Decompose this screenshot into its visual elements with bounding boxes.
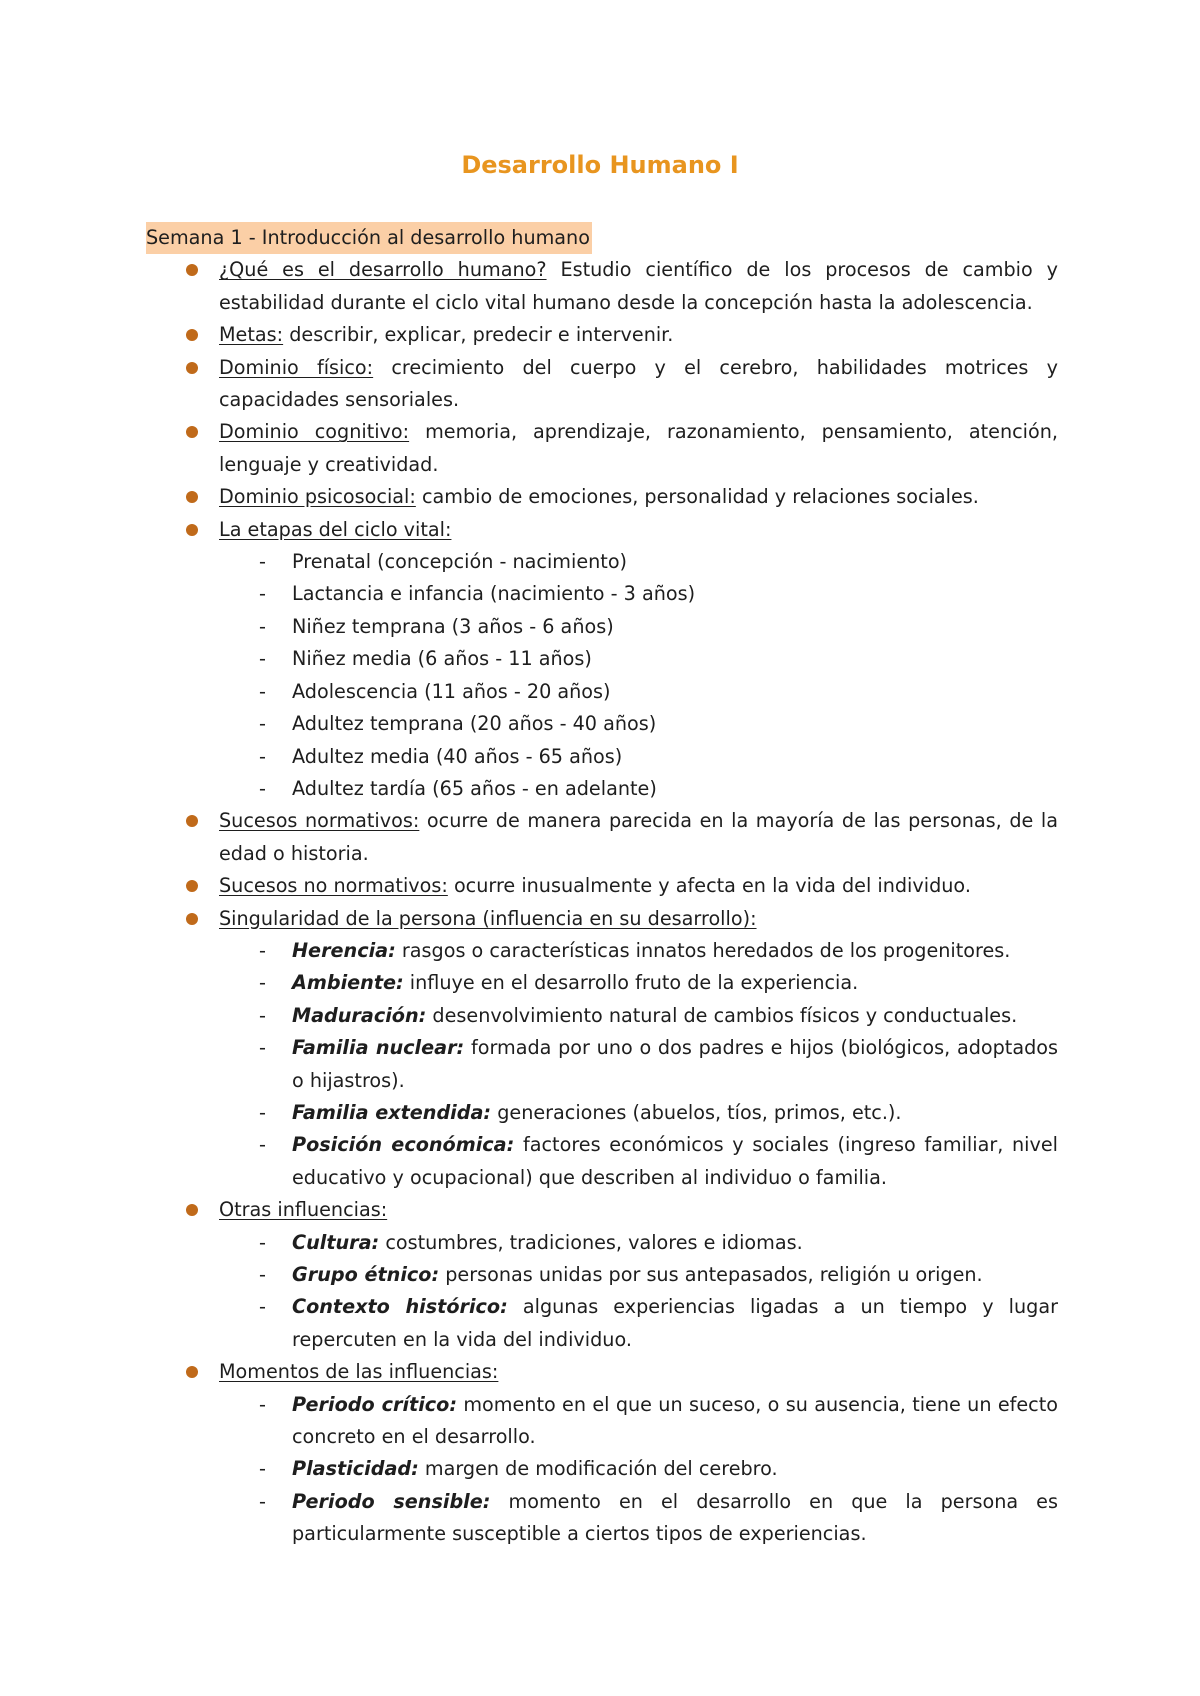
- sub-item-text: momento en el desarrollo en que la persona es particularmente susceptible a ciertos tipos de experiencias.: [292, 1489, 1058, 1546]
- dash-icon: -: [259, 647, 266, 671]
- sub-item-term: Posición económica:: [292, 1133, 515, 1157]
- sub-list-item: [219, 1227, 1058, 1259]
- sub-list-item: [219, 1291, 1058, 1356]
- dash-icon: -: [259, 1100, 266, 1124]
- sub-list-item: [219, 1486, 1058, 1551]
- dash-icon: -: [259, 1457, 266, 1481]
- sub-item-text: generaciones (abuelos, tíos, primos, etc.).: [491, 1100, 902, 1124]
- item-term: La etapas del ciclo vital:: [219, 517, 452, 541]
- sub-item-term: Cultura:: [292, 1230, 380, 1254]
- item-term: Singularidad de la persona (influencia en su desarrollo):: [219, 906, 757, 930]
- sub-list-item: [219, 611, 1058, 643]
- sub-list-item: [219, 935, 1058, 967]
- sub-list-item: [219, 1129, 1058, 1194]
- list-item: [146, 319, 1058, 351]
- sub-item-term: Grupo étnico:: [292, 1263, 440, 1286]
- item-term: ¿Qué es el desarrollo humano?: [219, 258, 547, 282]
- sub-list-item: [219, 546, 1058, 578]
- bullet-dot-icon: [186, 1204, 198, 1216]
- sub-item-text: rasgos o características innatos heredados de los progenitores.: [395, 938, 1011, 962]
- dash-icon: -: [259, 1003, 266, 1027]
- list-item: [146, 416, 1058, 481]
- sub-list: [219, 935, 1058, 1194]
- sub-item-text: Adultez tardía (65 años - en adelante): [292, 776, 657, 800]
- sub-item-text: costumbres, tradiciones, valores e idiomas.: [379, 1230, 803, 1254]
- item-text: describir, explicar, predecir e intervenir.: [283, 323, 674, 347]
- dash-icon: -: [259, 1133, 266, 1157]
- item-term: Dominio cognitivo:: [219, 420, 410, 444]
- dash-icon: -: [259, 776, 266, 800]
- bullet-dot-icon: [186, 491, 198, 503]
- dash-icon: -: [259, 1392, 266, 1416]
- item-term: Sucesos normativos:: [219, 809, 420, 833]
- dash-icon: -: [259, 1230, 266, 1254]
- sub-item-text: formada por uno o dos padres e hijos (biológicos, adoptados o hijastros).: [292, 1036, 1059, 1092]
- sub-list-item: [219, 1453, 1058, 1485]
- sub-list-item: [219, 1032, 1058, 1097]
- dash-icon: -: [259, 1036, 266, 1060]
- sub-list-item: [219, 676, 1058, 708]
- sub-list: [219, 546, 1058, 805]
- sub-item-term: Herencia:: [292, 938, 396, 962]
- sub-list-item: [219, 643, 1058, 675]
- bullet-dot-icon: [186, 524, 198, 536]
- list-item: [146, 481, 1058, 513]
- dash-icon: -: [259, 971, 266, 995]
- item-text: ocurre inusualmente y afecta en la vida del individuo.: [447, 874, 971, 898]
- sub-list-item: [219, 708, 1058, 740]
- item-text: cambio de emociones, personalidad y relaciones sociales.: [415, 485, 979, 509]
- bullet-dot-icon: [186, 362, 198, 374]
- sub-item-text: influye en el desarrollo fruto de la experiencia.: [403, 971, 859, 995]
- item-text: memoria, aprendizaje, razonamiento, pensamiento, atención, lenguaje y creatividad.: [219, 420, 1058, 476]
- item-term: Sucesos no normativos:: [219, 874, 448, 898]
- sub-item-text: Niñez temprana (3 años - 6 años): [292, 614, 614, 638]
- sub-item-text: margen de modificación del cerebro.: [418, 1457, 778, 1481]
- bullet-dot-icon: [186, 1366, 198, 1378]
- sub-list-item: [219, 1389, 1058, 1454]
- dash-icon: -: [259, 614, 266, 638]
- dash-icon: -: [259, 1295, 266, 1319]
- item-term: Momentos de las influencias:: [219, 1360, 499, 1384]
- sub-item-term: Periodo crítico:: [292, 1392, 458, 1416]
- list-item: [146, 903, 1058, 1195]
- item-term: Dominio físico:: [219, 355, 374, 379]
- sub-item-term: Familia nuclear:: [292, 1036, 465, 1060]
- list-item: [146, 870, 1058, 902]
- item-term: Otras influencias:: [219, 1198, 388, 1222]
- sub-item-term: Maduración:: [292, 1003, 427, 1027]
- sub-item-text: momento en el que un suceso, o su ausencia, tiene un efecto concreto en el desarrollo.: [292, 1392, 1058, 1449]
- sub-item-text: factores económicos y sociales (ingreso familiar, nivel educativo y ocupacional) que describen al individuo o familia.: [292, 1133, 1058, 1189]
- dash-icon: -: [259, 1489, 266, 1513]
- item-text: Estudio científico de los procesos de cambio y estabilidad durante el ciclo vital humano desde la concepción hasta la adolescencia.: [219, 258, 1058, 314]
- list-item: [146, 1194, 1058, 1356]
- list-item: [146, 805, 1058, 870]
- item-term: Metas:: [219, 323, 284, 347]
- dash-icon: -: [259, 938, 266, 962]
- sub-item-text: personas unidas por sus antepasados, religión u origen.: [439, 1263, 983, 1286]
- sub-item-term: Plasticidad:: [292, 1457, 419, 1481]
- sub-item-text: Adultez temprana (20 años - 40 años): [292, 712, 657, 736]
- sub-list-item: [219, 1097, 1058, 1129]
- item-text: crecimiento del cuerpo y el cerebro, habilidades motrices y capacidades sensoriales.: [219, 355, 1058, 412]
- sub-list-item: [219, 773, 1058, 805]
- section-heading: Semana 1 - Introducción al desarrollo humano: [146, 222, 592, 254]
- dash-icon: -: [259, 744, 266, 768]
- sub-list-item: [219, 967, 1058, 999]
- sub-item-text: Niñez media (6 años - 11 años): [292, 647, 592, 671]
- item-text: ocurre de manera parecida en la mayoría de las personas, de la edad o historia.: [219, 809, 1058, 865]
- list-item: [146, 254, 1058, 319]
- list-item: [146, 514, 1058, 806]
- sub-list: [219, 1389, 1058, 1551]
- sub-item-text: Lactancia e infancia (nacimiento - 3 años): [292, 582, 696, 606]
- bullet-dot-icon: [186, 880, 198, 892]
- sub-list: [219, 1227, 1058, 1357]
- sub-list-item: [219, 1259, 1058, 1291]
- dash-icon: -: [259, 1263, 266, 1286]
- document-title: Desarrollo Humano I: [461, 151, 739, 179]
- sub-item-text: Adolescencia (11 años - 20 años): [292, 679, 611, 703]
- bullet-list: [146, 254, 1058, 1550]
- sub-item-text: Prenatal (concepción - nacimiento): [292, 550, 628, 574]
- bullet-dot-icon: [186, 264, 198, 276]
- dash-icon: -: [259, 712, 266, 736]
- document-body: [146, 222, 1058, 1551]
- sub-item-term: Contexto histórico:: [292, 1295, 508, 1319]
- dash-icon: -: [259, 679, 266, 703]
- list-item: [146, 1356, 1058, 1550]
- sub-item-term: Familia extendida:: [292, 1100, 492, 1124]
- sub-item-text: algunas experiencias ligadas a un tiempo y lugar repercuten en la vida del individuo.: [292, 1295, 1058, 1351]
- dash-icon: -: [259, 550, 266, 574]
- dash-icon: -: [259, 582, 266, 606]
- bullet-dot-icon: [186, 913, 198, 925]
- sub-item-term: Ambiente:: [292, 971, 404, 995]
- sub-item-text: Adultez media (40 años - 65 años): [292, 744, 623, 768]
- sub-list-item: [219, 1000, 1058, 1032]
- sub-item-text: desenvolvimiento natural de cambios físicos y conductuales.: [426, 1003, 1018, 1027]
- bullet-dot-icon: [186, 329, 198, 341]
- bullet-dot-icon: [186, 426, 198, 438]
- list-item: [146, 352, 1058, 417]
- sub-item-term: Periodo sensible:: [292, 1489, 491, 1513]
- item-term: Dominio psicosocial:: [219, 485, 416, 509]
- sub-list-item: [219, 741, 1058, 773]
- sub-list-item: [219, 578, 1058, 610]
- bullet-dot-icon: [186, 815, 198, 827]
